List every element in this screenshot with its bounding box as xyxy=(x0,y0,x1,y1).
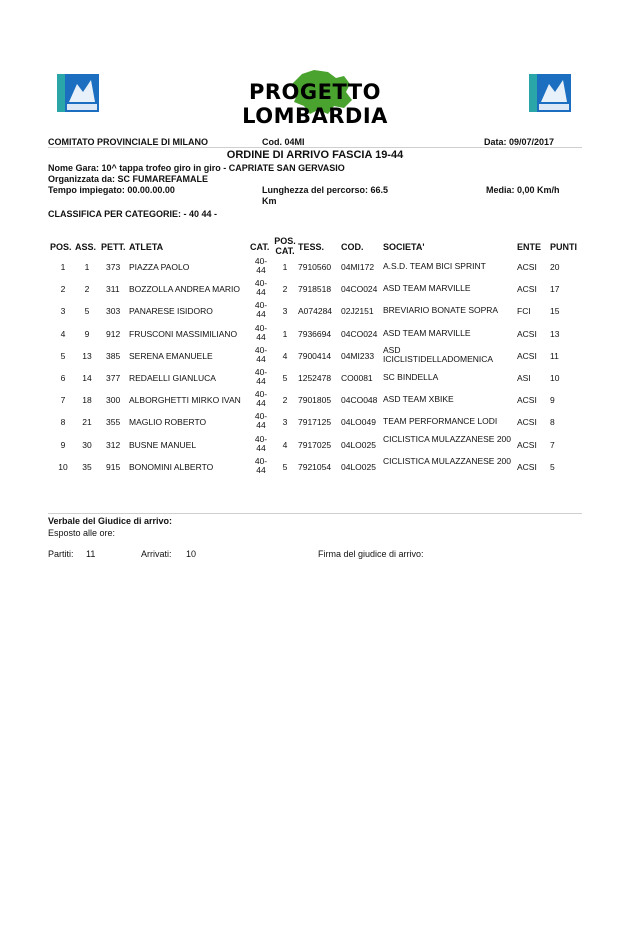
cell-cod: 04LO025 xyxy=(341,461,376,472)
cell-pos: 3 xyxy=(60,306,66,317)
cell-pett: 385 xyxy=(106,350,121,361)
cell-cod: 04LO025 xyxy=(341,439,376,450)
progetto-lombardia-banner xyxy=(184,68,446,128)
cell-ente: ACSI xyxy=(517,328,537,339)
cell-cat-line1: 40- xyxy=(254,455,268,466)
cell-pett: 303 xyxy=(106,306,121,317)
cell-cat-line2: 44 xyxy=(256,309,266,320)
cell-ass: 35 xyxy=(82,461,92,472)
cell-pos: 4 xyxy=(60,328,66,339)
arrivati-label: Arrivati: xyxy=(141,549,172,559)
cell-poscat: 5 xyxy=(282,373,288,383)
cell-societa: BREVIARIO BONATE SOPRA xyxy=(383,305,499,316)
cell-poscat: 3 xyxy=(282,417,288,428)
cell-cat-line1: 40- xyxy=(254,256,268,266)
cell-cod: CO0081 xyxy=(341,373,373,383)
col-punti: PUNTI xyxy=(550,242,577,252)
cell-ass: 13 xyxy=(82,350,92,361)
cell-cat xyxy=(250,279,272,297)
cell-cat-line2: 44 xyxy=(256,265,266,275)
cell-pett: 300 xyxy=(106,395,121,406)
cell-ass: 18 xyxy=(82,395,92,406)
cell-cat-line2: 44 xyxy=(256,287,266,298)
cell-ass: 5 xyxy=(84,306,90,317)
cell-atleta: MAGLIO ROBERTO xyxy=(129,417,207,428)
cell-punti: 17 xyxy=(550,284,560,295)
cell-cod: 04CO024 xyxy=(341,284,378,295)
cell-ass: 30 xyxy=(82,439,92,450)
verbale-label: Verbale del Giudice di arrivo: xyxy=(48,516,173,526)
cell-ente: ACSI xyxy=(517,350,537,361)
cell-pos: 10 xyxy=(58,461,68,472)
cell-cat-line2: 44 xyxy=(256,353,266,364)
race-date: Data: 09/07/2017 xyxy=(484,137,555,147)
cell-punti: 5 xyxy=(550,461,555,472)
cell-atleta: PIAZZA PAOLO xyxy=(129,262,190,272)
cell-poscat: 4 xyxy=(282,439,288,450)
cell-ente: ACSI xyxy=(517,395,537,406)
cell-ass: 1 xyxy=(84,262,90,272)
partiti-value: 11 xyxy=(86,549,96,559)
cell-cat-line1: 40- xyxy=(254,433,268,444)
cell-societa: CICLISTICA MULAZZANESE 200 xyxy=(383,433,512,444)
cell-pett: 373 xyxy=(106,262,121,272)
cell-cat xyxy=(250,257,272,275)
cell-poscat: 1 xyxy=(282,262,288,272)
cell-societa: ASD TEAM XBIKE xyxy=(383,394,454,405)
cell-pett: 311 xyxy=(106,284,120,295)
cell-tess: 1252478 xyxy=(298,373,332,383)
cell-pos: 2 xyxy=(60,284,66,295)
cell-atleta: BUSNE MANUEL xyxy=(129,439,197,450)
cell-tess: 7901805 xyxy=(298,395,332,406)
cell-punti: 10 xyxy=(550,373,560,383)
col-ass: ASS. xyxy=(75,242,97,252)
cell-cod: 04CO048 xyxy=(341,395,378,406)
cell-punti: 8 xyxy=(550,417,555,428)
cell-tess: 7918518 xyxy=(298,284,332,295)
cell-poscat: 1 xyxy=(282,328,288,339)
cell-pos: 8 xyxy=(60,417,66,428)
cell-cat xyxy=(250,324,272,342)
cell-poscat: 3 xyxy=(282,306,288,317)
cell-tess: 7917125 xyxy=(298,417,332,428)
cell-pett: 377 xyxy=(106,373,121,383)
cell-atleta: ALBORGHETTI MIRKO IVAN xyxy=(129,395,241,406)
cell-punti: 20 xyxy=(550,262,560,272)
cell-cat xyxy=(250,435,272,453)
col-cod: COD. xyxy=(341,242,364,252)
cell-atleta: BOZZOLLA ANDREA MARIO xyxy=(129,284,241,295)
cell-atleta: SERENA EMANUELE xyxy=(129,350,213,361)
cell-societa: A.S.D. TEAM BICI SPRINT xyxy=(383,261,486,271)
cell-cat-line1: 40- xyxy=(254,344,268,355)
cell-punti: 7 xyxy=(550,439,555,450)
cell-cat xyxy=(250,457,272,475)
cell-punti: 9 xyxy=(550,395,555,406)
cell-cat xyxy=(250,412,272,430)
cell-pett: 355 xyxy=(106,417,121,428)
cell-tess: 7921054 xyxy=(298,461,332,472)
cell-societa: ASD TEAM MARVILLE xyxy=(383,283,471,294)
cell-ass: 14 xyxy=(82,373,92,383)
cell-poscat: 5 xyxy=(282,461,288,472)
cell-pos: 6 xyxy=(60,373,66,383)
cell-ass: 21 xyxy=(82,417,92,428)
cell-societa: CICLISTICA MULAZZANESE 200 xyxy=(383,455,512,466)
col-tess: TESS. xyxy=(298,242,325,252)
race-name: Nome Gara: 10^ tappa trofeo giro in giro - CAPRIATE SAN GERVASIO xyxy=(48,163,345,173)
time-used: Tempo impiegato: 00.00.00.00 xyxy=(48,185,175,195)
cell-ente: ACSI xyxy=(517,417,537,428)
cell-poscat: 2 xyxy=(282,395,288,406)
cell-tess: 7917025 xyxy=(298,439,332,450)
opes-italia-logo-left xyxy=(55,72,101,116)
cell-cat xyxy=(250,368,272,386)
cell-cat-line1: 40- xyxy=(254,411,268,422)
col-pos-cat-line1: POS. xyxy=(274,236,296,246)
cell-pos: 9 xyxy=(60,439,66,450)
category-label: CLASSIFICA PER CATEGORIE: - 40 44 - xyxy=(48,209,218,219)
cell-ass: 2 xyxy=(84,284,90,295)
cell-tess: 7900414 xyxy=(298,350,332,361)
banner-title: PROGETTO LOMBARDIA xyxy=(242,80,388,128)
footer-rule xyxy=(48,513,582,514)
col-ente: ENTE xyxy=(517,242,542,252)
col-cat: CAT. xyxy=(250,242,270,252)
cell-cat-line1: 40- xyxy=(254,300,268,311)
race-code: Cod. 04MI xyxy=(262,137,305,147)
col-pos-cat-line2: CAT. xyxy=(275,246,295,256)
cell-pett: 912 xyxy=(106,328,121,339)
cell-societa: SC BINDELLA xyxy=(383,372,439,382)
course-length: Lunghezza del percorso: 66.5 xyxy=(262,185,389,195)
cell-cod: 04MI233 xyxy=(341,350,375,361)
cell-ente: ACSI xyxy=(517,262,537,272)
cell-atleta: BONOMINI ALBERTO xyxy=(129,461,214,472)
arrivati-value: 10 xyxy=(186,549,197,559)
cell-atleta: PANARESE ISIDORO xyxy=(129,306,213,317)
cell-societa: ASD ICICLISTIDELLADOMENICA xyxy=(383,344,494,364)
cell-societa: ASD TEAM MARVILLE xyxy=(383,327,471,338)
col-pett: PETT. xyxy=(101,242,126,252)
cell-societa: TEAM PERFORMANCE LODI xyxy=(383,416,498,427)
col-atleta: ATLETA xyxy=(129,242,164,252)
cell-cod: 04CO024 xyxy=(341,328,378,339)
cell-cat-line1: 40- xyxy=(254,389,268,400)
cell-cod: 02J2151 xyxy=(341,306,374,317)
cell-cod: 04LO049 xyxy=(341,417,376,428)
cell-pos: 7 xyxy=(60,395,66,406)
cell-pett: 312 xyxy=(106,439,121,450)
cell-cat-line1: 40- xyxy=(254,367,268,377)
col-pos-cat xyxy=(274,236,296,256)
header-rule xyxy=(48,147,582,148)
cell-cat xyxy=(250,390,272,408)
opes-italia-logo-right xyxy=(527,72,573,116)
document-title: ORDINE DI ARRIVO FASCIA 19-44 xyxy=(226,149,404,161)
cell-tess: 7910560 xyxy=(298,262,332,272)
cell-poscat: 2 xyxy=(282,284,288,295)
average-speed: Media: 0,00 Km/h xyxy=(486,185,560,195)
cell-punti: 15 xyxy=(550,306,560,317)
cell-cat-line2: 44 xyxy=(256,464,266,475)
cell-cat-line2: 44 xyxy=(256,376,266,386)
esposto-label: Esposto alle ore: xyxy=(48,528,116,538)
cell-ass: 9 xyxy=(84,328,90,339)
cell-poscat: 4 xyxy=(282,350,288,361)
course-length-unit: Km xyxy=(262,196,277,206)
cell-ente: ACSI xyxy=(517,461,537,472)
cell-atleta: REDAELLI GIANLUCA xyxy=(129,373,216,383)
cell-cod: 04MI172 xyxy=(341,262,375,272)
cell-cat-line2: 44 xyxy=(256,398,266,409)
cell-cat xyxy=(250,301,272,319)
cell-tess: 7936694 xyxy=(298,328,332,339)
cell-cat xyxy=(250,346,272,364)
cell-ente: ACSI xyxy=(517,284,537,295)
cell-cat-line2: 44 xyxy=(256,420,266,431)
cell-pos: 1 xyxy=(60,262,66,272)
committee: COMITATO PROVINCIALE DI MILANO xyxy=(48,137,208,147)
col-pos: POS. xyxy=(50,242,72,252)
cell-ente: ASI xyxy=(517,373,531,383)
cell-cat-line1: 40- xyxy=(254,278,268,289)
cell-ente: FCI xyxy=(517,306,531,317)
cell-punti: 13 xyxy=(550,328,560,339)
partiti-label: Partiti: xyxy=(48,549,74,559)
cell-cat-line2: 44 xyxy=(256,331,266,342)
cell-ente: ACSI xyxy=(517,439,537,450)
cell-atleta: FRUSCONI MASSIMILIANO xyxy=(129,328,238,339)
cell-punti: 11 xyxy=(550,350,559,361)
organizer: Organizzata da: SC FUMAREFAMALE xyxy=(48,174,209,184)
cell-pett: 915 xyxy=(106,461,121,472)
firma-label: Firma del giudice di arrivo: xyxy=(318,549,424,559)
cell-pos: 5 xyxy=(60,350,66,361)
cell-cat-line1: 40- xyxy=(254,322,268,333)
col-societa: SOCIETA' xyxy=(383,242,425,252)
cell-cat-line2: 44 xyxy=(256,442,266,453)
cell-tess: A074284 xyxy=(298,306,333,317)
